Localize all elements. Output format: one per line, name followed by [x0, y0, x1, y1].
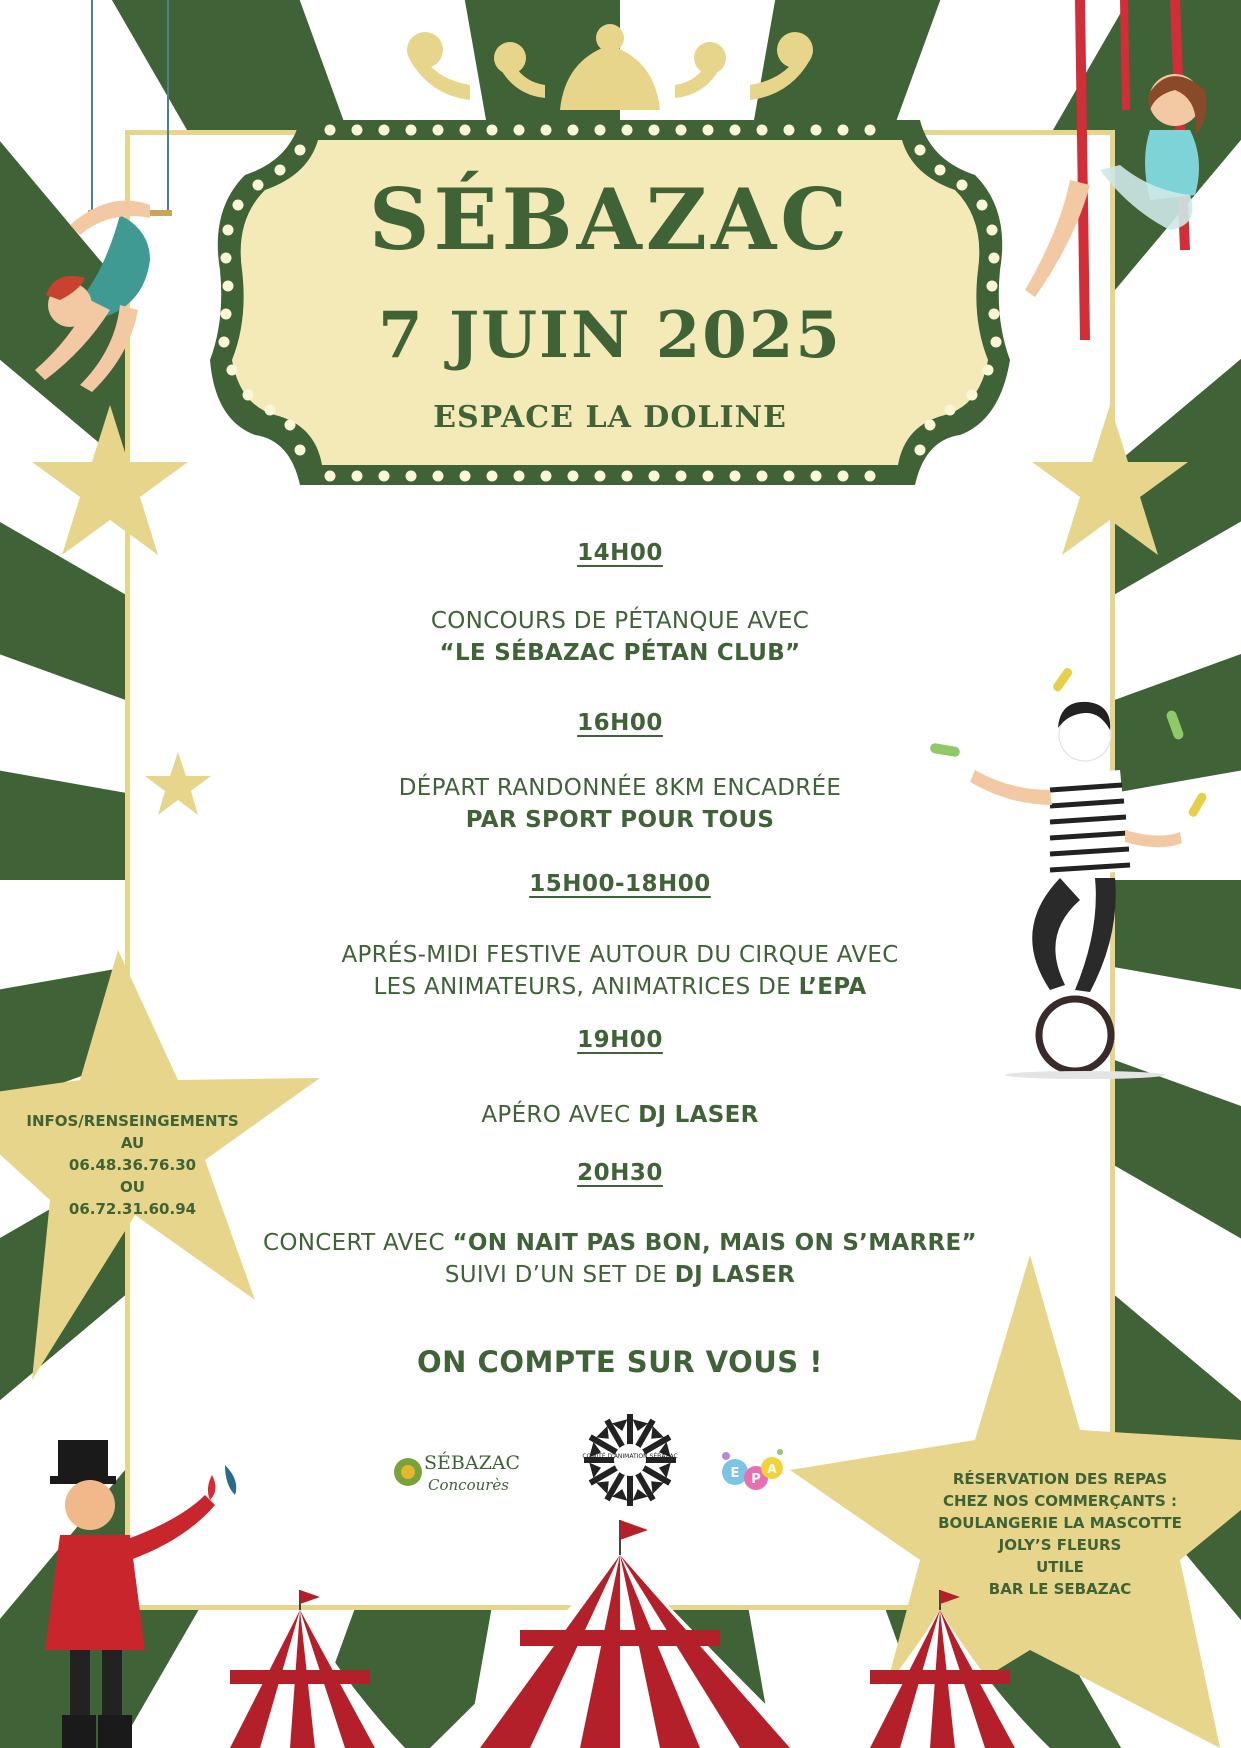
- event-line-bold: “LE SÉBAZAC PÉTAN CLUB”: [439, 640, 801, 666]
- logo2-text: COMITÉ D'ANIMATION SÉBAZAC: [582, 1453, 678, 1460]
- event-line: CONCOURS DE PÉTANQUE AVEC: [430, 608, 810, 634]
- event-line: DÉPART RANDONNÉE 8KM ENCADRÉE: [398, 775, 842, 801]
- event-line-bold: PAR SPORT POUR TOUS: [465, 807, 775, 833]
- time-slot: 15H00-18H00: [529, 871, 711, 897]
- shop-name: UTILE: [1036, 1558, 1084, 1576]
- star-decoration: [145, 752, 211, 815]
- reservation-star-text: [915, 1468, 1205, 1600]
- event-text-bold: L’EPA: [798, 974, 867, 1000]
- ringmaster: [45, 1440, 236, 1748]
- event-text-bold: DJ LASER: [638, 1102, 759, 1128]
- time-slot: 19H00: [577, 1027, 663, 1053]
- tent-center: [430, 1520, 810, 1748]
- tent-left: [195, 1590, 405, 1748]
- time-slot: 14H00: [577, 540, 663, 566]
- town-title: SÉBAZAC: [368, 170, 852, 269]
- event-text: APÉRO AVEC: [481, 1102, 639, 1128]
- epa-letter: E: [730, 1466, 740, 1481]
- star-decoration: [32, 405, 188, 555]
- event-date: 7 JUIN 2025: [378, 298, 842, 373]
- shop-name: JOLY’S FLEURS: [998, 1536, 1122, 1554]
- event-text-bold: “ON NAIT PAS BON, MAIS ON S’MARRE”: [452, 1230, 977, 1256]
- event-text-bold: DJ LASER: [674, 1262, 796, 1288]
- reservation-line: RÉSERVATION DES REPAS: [952, 1470, 1168, 1488]
- shop-name: BAR LE SEBAZAC: [988, 1580, 1132, 1598]
- event-text: LES ANIMATEURS, ANIMATRICES DE: [373, 974, 799, 1000]
- reservation-line: CHEZ NOS COMMERÇANTS :: [942, 1492, 1178, 1510]
- closing-message: ON COMPTE SUR VOUS !: [417, 1345, 823, 1379]
- time-slot: 16H00: [577, 710, 663, 736]
- info-line: INFOS/RENSEINGEMENTS: [26, 1112, 239, 1130]
- info-phone: 06.48.36.76.30: [68, 1156, 197, 1174]
- time-slot: 20H30: [577, 1160, 663, 1186]
- info-line: OU: [120, 1178, 145, 1196]
- aerial-silk-acrobat: [1025, 0, 1206, 340]
- event-text: SUIVI D’UN SET DE: [444, 1262, 675, 1288]
- trapeze-acrobat: [35, 0, 172, 392]
- event-line: APRÉS-MIDI FESTIVE AUTOUR DU CIRQUE AVEC: [341, 942, 899, 968]
- event-text: CONCERT AVEC: [263, 1230, 453, 1256]
- logo1-sub: Concourès: [428, 1476, 510, 1494]
- venue: ESPACE LA DOLINE: [433, 400, 787, 435]
- shop-name: BOULANGERIE LA MASCOTTE: [938, 1514, 1182, 1532]
- epa-letter: P: [751, 1472, 761, 1487]
- info-line: AU: [120, 1134, 145, 1152]
- info-phone: 06.72.31.60.94: [68, 1200, 197, 1218]
- star-decoration: [1032, 405, 1188, 555]
- info-star-text: [20, 1110, 245, 1220]
- epa-letter: A: [767, 1462, 777, 1476]
- logo1-name: SÉBAZAC: [424, 1452, 521, 1474]
- juggling-mime: [929, 666, 1208, 1079]
